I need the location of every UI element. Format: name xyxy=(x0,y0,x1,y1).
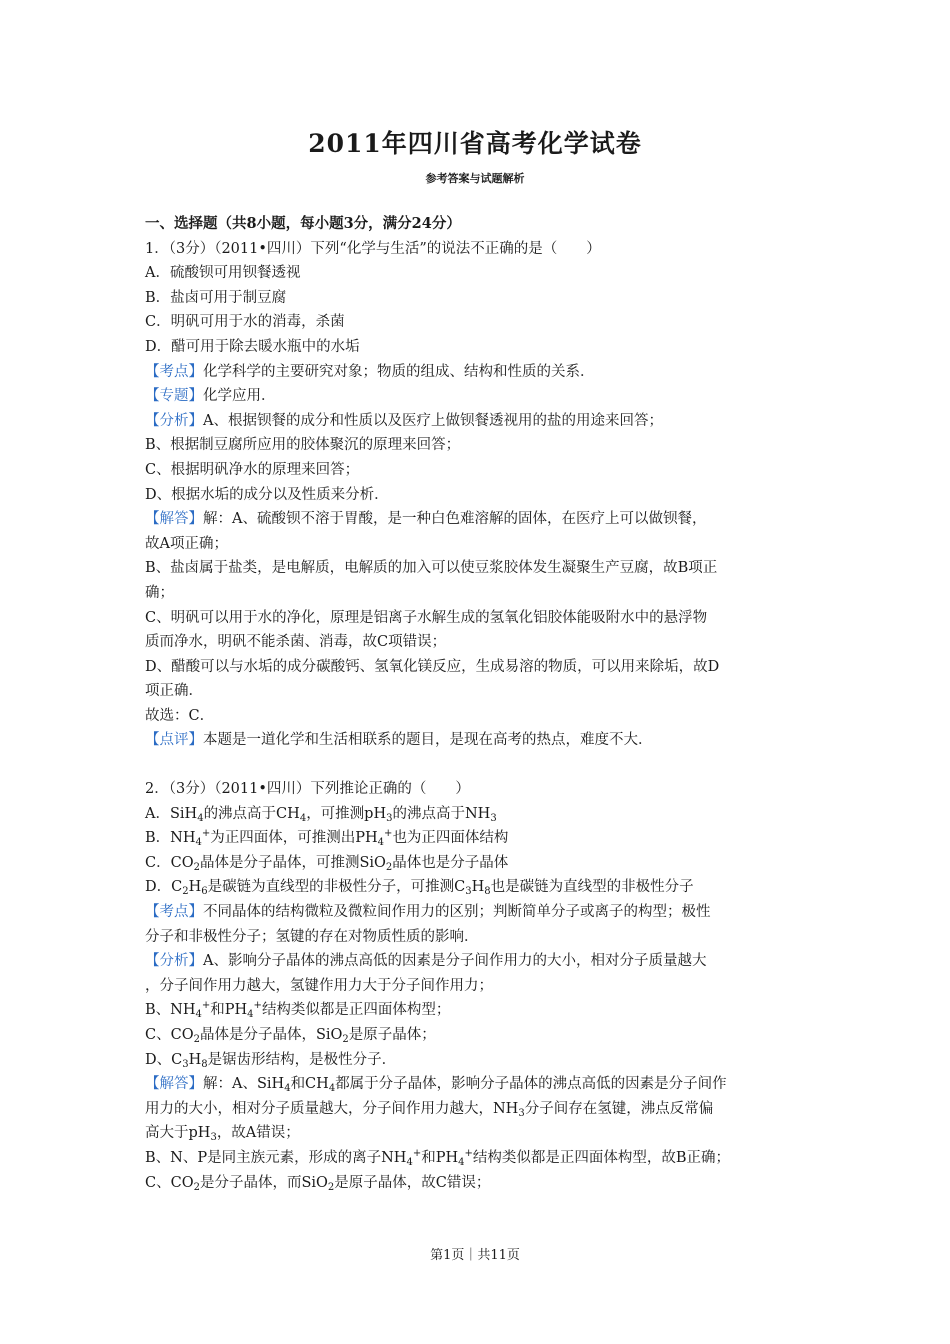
question-1-fenxi-line: B、根据制豆腐所应用的胶体聚沉的原理来回答； xyxy=(145,437,461,454)
question-1-dianping: 【点评】本题是一道化学和生活相联系的题目，是现在高考的热点，难度不大． xyxy=(145,732,653,749)
kaodian-tag: 【考点】 xyxy=(145,904,203,921)
question-1-zhuanti: 【专题】化学应用． xyxy=(145,388,276,405)
fenxi-tag: 【分析】 xyxy=(145,953,203,970)
zhuanti-tag: 【专题】 xyxy=(145,388,203,405)
question-1-answer: 故选：C． xyxy=(145,707,215,724)
question-2-jieda: 【解答】解：A、SiH$_4$和$CH_4$都属于分子晶体，影响分子晶体的沸点高低的因素是分子间作 xyxy=(145,1076,727,1095)
question-1-fenxi-line: C、根据明矾净水的原理来回答； xyxy=(145,461,360,478)
question-2-stem: 2．（3分）（2011•四川）下列推论正确的（ ） xyxy=(145,781,470,798)
question-1-option-d: D．醋可用于除去暖水瓶中的水垢 xyxy=(145,338,360,355)
question-1-jieda-line: 项正确． xyxy=(145,683,203,700)
page-subtitle: 参考答案与试题解析 xyxy=(425,172,525,185)
document-body xyxy=(145,212,810,1195)
kaodian-tag: 【考点】 xyxy=(145,363,203,380)
question-2-kaodian: 【考点】不同晶体的结构微粒及微粒间作用力的区别；判断简单分子或离子的构型；极性 xyxy=(145,904,711,921)
question-2-option-d: D．$C_2H_6$是碳链为直线型的非极性分子，可推测$C_3H_8$也是碳链为直线型的非极性分子 xyxy=(145,879,694,898)
question-1-jieda-line: 确； xyxy=(145,584,174,601)
question-2-fenxi-line: D、$C_3H_8$是锯齿形结构，是极性分子． xyxy=(145,1051,397,1070)
section-heading: 一、选择题（共8小题，每小题3分，满分24分） xyxy=(145,215,461,232)
fenxi-tag: 【分析】 xyxy=(145,412,203,429)
question-1-jieda-line: D、醋酸可以与水垢的成分碳酸钙、氢氧化镁反应，生成易溶的物质，可以用来除垢，故D xyxy=(145,658,720,675)
question-2-option-c: C．$CO_2$晶体是分子晶体，可推测SiO$_2$晶体也是分子晶体 xyxy=(145,854,509,873)
question-1-option-c: C．明矾可用于水的消毒，杀菌 xyxy=(145,314,345,331)
page-title: 2011年四川省高考化学试卷 xyxy=(308,129,642,158)
question-1-fenxi-line: D、根据水垢的成分以及性质来分析． xyxy=(145,486,389,503)
question-1-option-b: B．盐卤可用于制豆腐 xyxy=(145,289,287,306)
question-spacer xyxy=(145,753,810,777)
question-2-jieda-line: 用力的大小，相对分子质量越大，分子间作用力越大，$NH_3$分子间存在氢键，沸点反常偏 xyxy=(145,1100,714,1119)
question-1-jieda-line: C、明矾可以用于水的净化，原理是铝离子水解生成的氢氧化铝胶体能吸附水中的悬浮物 xyxy=(145,609,708,626)
question-2-option-a: A．SiH$_4$的沸点高于$CH_4$，可推测$pH_3$的沸点高于$NH_3$ xyxy=(145,805,497,824)
question-2-jieda-line: B、N、P是同主族元素，形成的离子$NH_4^+$和$PH_4^+$结构类似都是正四面体构型，故B正确； xyxy=(145,1147,731,1168)
jieda-tag: 【解答】 xyxy=(145,511,203,528)
question-1-option-a: A．硫酸钡可用钡餐透视 xyxy=(145,265,301,282)
question-1-fenxi: 【分析】A、根据钡餐的成分和性质以及医疗上做钡餐透视用的盐的用途来回答； xyxy=(145,412,663,429)
dianping-tag: 【点评】 xyxy=(145,732,203,749)
question-1-kaodian: 【考点】化学科学的主要研究对象；物质的组成、结构和性质的关系． xyxy=(145,363,595,380)
question-1-jieda-line: B、盐卤属于盐类，是电解质，电解质的加入可以使豆浆胶体发生凝聚生产豆腐，故B项正 xyxy=(145,560,718,577)
question-2-option-b: B．$NH_4^+$为正四面体，可推测出$PH_4^+$也为正四面体结构 xyxy=(145,828,509,849)
question-2-fenxi-line: ，分子间作用力越大，氢键作用力大于分子间作用力； xyxy=(145,977,493,994)
question-1-jieda-line: 故A项正确； xyxy=(145,535,228,552)
question-2-kaodian-line: 分子和非极性分子；氢键的存在对物质性质的影响． xyxy=(145,928,479,945)
jieda-tag: 【解答】 xyxy=(145,1076,203,1093)
question-2-fenxi: 【分析】A、影响分子晶体的沸点高低的因素是分子间作用力的大小，相对分子质量越大 xyxy=(145,953,707,970)
question-2-fenxi-line: B、$NH_4^+$和$PH_4^+$结构类似都是正四面体构型； xyxy=(145,1000,451,1021)
question-1-jieda: 【解答】解：A、硫酸钡不溶于胃酸，是一种白色难溶解的固体，在医疗上可以做钡餐， xyxy=(145,511,707,528)
question-2-jieda-line: C、$CO_2$是分子晶体，而SiO$_2$是原子晶体，故C错误； xyxy=(145,1174,491,1193)
page-footer: 第1页｜共11页 xyxy=(430,1248,520,1263)
question-2-fenxi-line: C、$CO_2$晶体是分子晶体，SiO$_2$是原子晶体； xyxy=(145,1027,436,1045)
question-1-jieda-line: 质而净水，明矾不能杀菌、消毒，故C项错误； xyxy=(145,634,447,651)
question-1-stem: 1．（3分）（2011•四川）下列“化学与生活”的说法不正确的是（ ） xyxy=(145,240,601,257)
question-2-jieda-line: 高大于$pH_3$，故A错误； xyxy=(145,1125,300,1144)
